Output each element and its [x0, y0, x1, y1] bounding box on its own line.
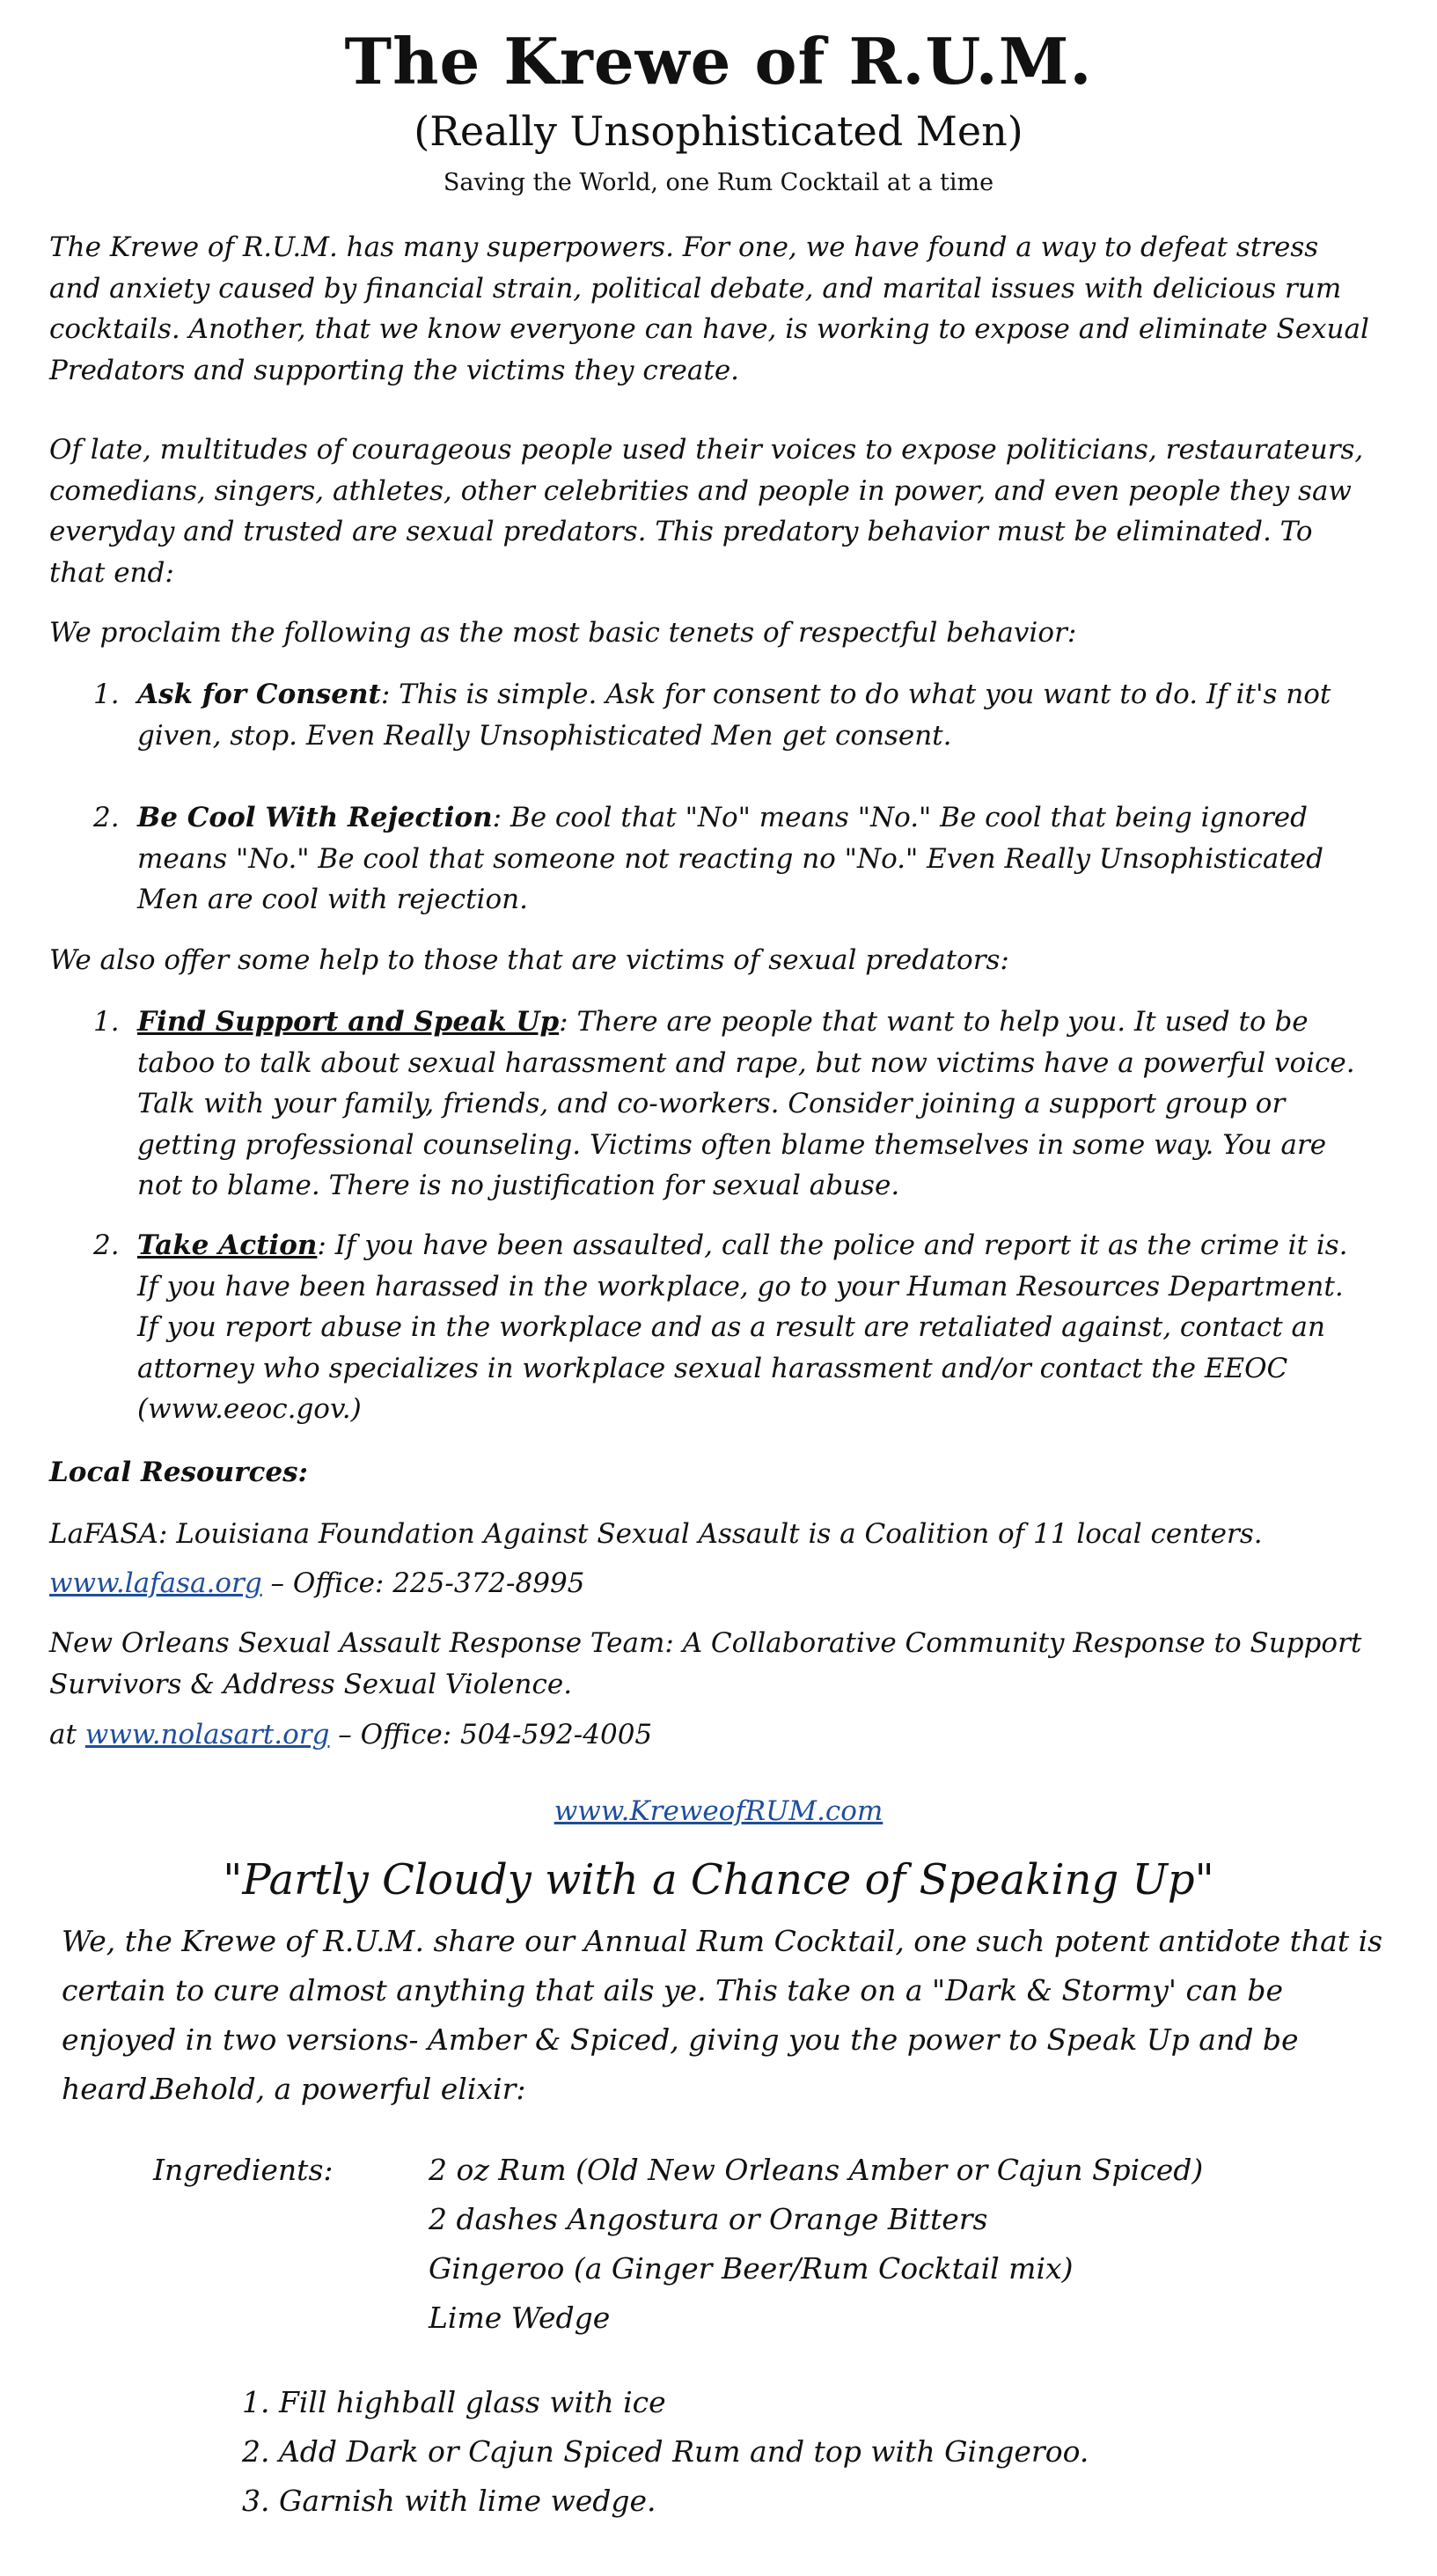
page-title: The Krewe of R.U.M.	[344, 24, 1093, 99]
resources-heading: Local Resources:	[49, 1457, 308, 1488]
list-body	[137, 674, 1360, 756]
ingredient-item: Gingeroo (a Ginger Beer/Rum Cocktail mix)	[429, 2251, 1074, 2286]
page-subtitle: (Really Unsophisticated Men)	[414, 107, 1023, 155]
tenet-label: Ask for Consent	[137, 679, 381, 710]
list-body	[137, 1002, 1360, 1207]
recipe-step: 1. Fill highball glass with ice	[242, 2385, 666, 2419]
lafasa-office: – Office: 225-372-8995	[261, 1567, 585, 1599]
ingredient-item: 2 dashes Angostura or Orange Bitters	[429, 2202, 988, 2236]
recipe-step: 2. Add Dark or Cajun Spiced Rum and top with Gingeroo.	[242, 2434, 1089, 2469]
recipe-behold: Behold, a powerful elixir:	[153, 2072, 526, 2106]
ingredient-item: Lime Wedge	[429, 2301, 611, 2335]
lafasa-link[interactable]: www.lafasa.org	[49, 1567, 262, 1599]
lafasa-contact	[49, 1563, 1369, 1604]
lafasa-description: LaFASA: Louisiana Foundation Against Sexual Assault is a Coalition of 11 local centers.	[49, 1518, 1263, 1550]
nosart-office: – Office: 504-592-4005	[329, 1719, 653, 1750]
list-number: 2.	[93, 1229, 120, 1261]
tenet-text: : This is simple. Ask for consent to do what you want to do. If it's not given, stop. Even Really Unsophisticated Men get consent.	[137, 679, 1331, 752]
ingredient-item: 2 oz Rum (Old New Orleans Amber or Cajun Spiced)	[429, 2153, 1204, 2187]
nosart-description: New Orleans Sexual Assault Response Team: A Collaborative Community Response to Support Survivors & Address Sexual Violence.	[49, 1627, 1362, 1700]
tenet-text: : Be cool that "No" means "No." Be cool that being ignored means "No." Be cool that someone not reacting no "No." Even Really Unsophisticated Men are cool with rejection.	[137, 802, 1323, 915]
list-body	[137, 797, 1360, 921]
recipe-headline: "Partly Cloudy with a Chance of Speaking Up"	[223, 1855, 1214, 1904]
list-body	[137, 1225, 1360, 1430]
website-link[interactable]: www.KreweofRUM.com	[554, 1795, 883, 1827]
recipe-intro: We, the Krewe of R.U.M. share our Annual Rum Cocktail, one such potent antidote that is certain to cure almost anything that ails ye. This take on a "Dark & Stormy' can be enjoyed in two versions- Amber & Spiced, giving you the power to Speak Up and be heard.	[62, 1924, 1383, 2106]
intro-paragraph-1: The Krewe of R.U.M. has many superpowers. For one, we have found a way to defeat stress and anxiety caused by financial strain, political debate, and marital issues with delicious rum cocktails. Another, that we know everyone can have, is working to expose and eliminate Sexual Predators and supporting the victims they create.	[49, 231, 1369, 386]
nosart-link[interactable]: www.nolasart.org	[84, 1719, 330, 1750]
help-label: Take Action	[137, 1229, 318, 1261]
help-intro: We also offer some help to those that are victims of sexual predators:	[49, 944, 1009, 976]
intro-paragraph-2: Of late, multitudes of courageous people used their voices to expose politicians, restaurateurs, comedians, singers, athletes, other celebrities and people in power, and even people they saw everyday and trusted are sexual predators. This predatory behavior must be eliminated. To that end:	[49, 434, 1364, 589]
nosart-contact	[49, 1714, 1369, 1756]
nosart-prefix: at	[49, 1719, 85, 1750]
tagline: Saving the World, one Rum Cocktail at a time	[443, 169, 994, 196]
list-number: 1.	[93, 679, 120, 710]
help-text: : There are people that want to help you. It used to be taboo to talk about sexual harassment and rape, but now victims have a powerful voice. Talk with your family, friends, and co-workers. Consider joining a support group or getting professional counseling. Victims often blame themselves in some way. You are not to blame. There is no justification for sexual abuse.	[137, 1006, 1355, 1201]
website-link-wrap	[0, 1791, 1437, 1832]
list-number: 1.	[93, 1006, 120, 1038]
tenet-label: Be Cool With Rejection	[137, 802, 493, 833]
recipe-step: 3. Garnish with lime wedge.	[242, 2484, 656, 2518]
ingredients-label: Ingredients:	[153, 2153, 334, 2187]
list-number: 2.	[93, 802, 120, 833]
help-label: Find Support and Speak Up	[137, 1006, 560, 1038]
help-text: : If you have been assaulted, call the police and report it as the crime it is. If you have been harassed in the workplace, go to your Human Resources Department. If you report abuse in the workplace and as a result are retaliated against, contact an attorney who specializes in workplace sexual harassment and/or contact the EEOC (www.eeoc.gov.)	[137, 1229, 1348, 1425]
intro-paragraph-3: We proclaim the following as the most basic tenets of respectful behavior:	[49, 617, 1077, 649]
